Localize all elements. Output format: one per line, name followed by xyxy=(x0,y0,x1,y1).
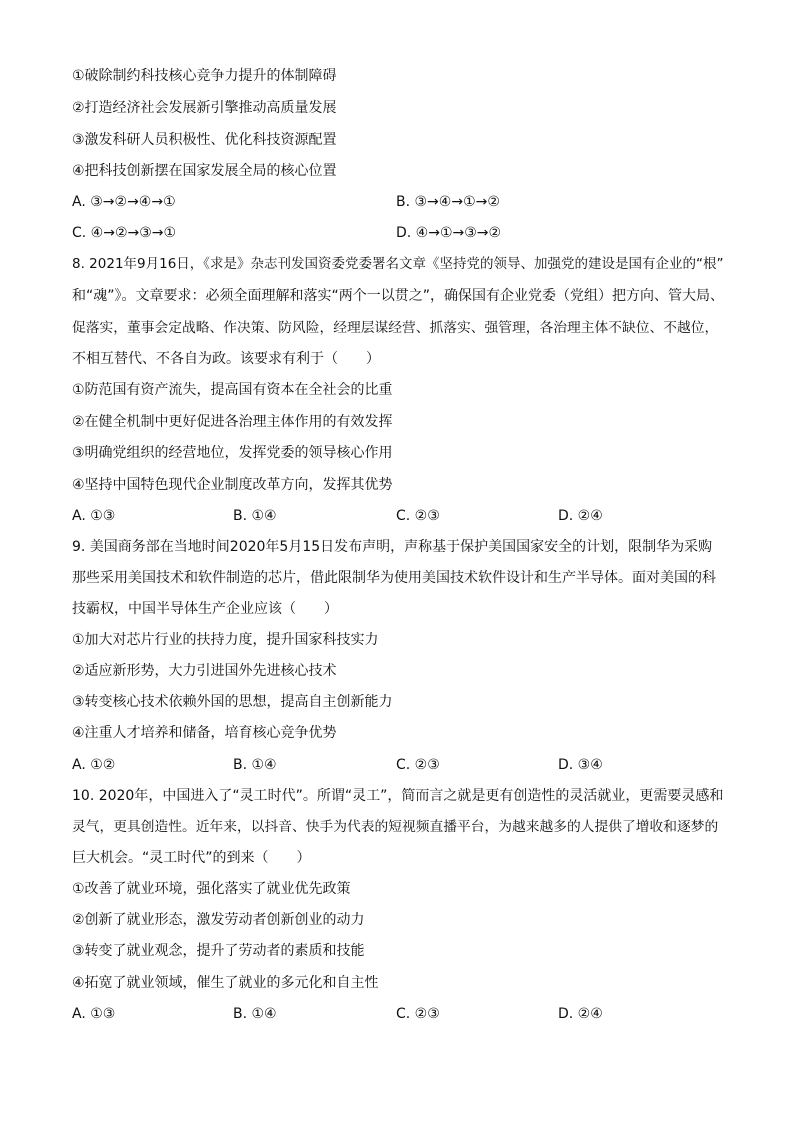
q7-option-d: D. ④→①→③→② xyxy=(396,225,502,241)
q9-item-3: ③转变核心技术依赖外国的思想，提高自主创新能力 xyxy=(72,694,393,710)
q10-option-c: C. ②③ xyxy=(396,1006,440,1022)
q10-item-4: ④拓宽了就业领域，催生了就业的多元化和自主性 xyxy=(72,975,379,991)
q8-stem-line-4: 不相互替代、不各自为政。该要求有利于（ ） xyxy=(72,351,380,367)
q10-stem-line-3: 巨大机会。“灵工时代”的到来（ ） xyxy=(72,850,311,866)
q9-option-d: D. ③④ xyxy=(558,757,603,773)
q8-option-d: D. ②④ xyxy=(558,508,603,524)
q7-item-2: ②打造经济社会发展新引擎推动高质量发展 xyxy=(72,100,337,116)
q7-option-c: C. ④→②→③→① xyxy=(72,225,177,241)
q8-option-c: C. ②③ xyxy=(396,508,440,524)
q8-item-4: ④坚持中国特色现代企业制度改革方向，发挥其优势 xyxy=(72,477,393,493)
q7-item-4: ④把科技创新摆在国家发展全局的核心位置 xyxy=(72,163,337,179)
q7-options-row-2 xyxy=(72,223,728,243)
q9-item-4: ④注重人才培养和储备，培育核心竞争优势 xyxy=(72,725,337,741)
q9-option-a: A. ①② xyxy=(72,757,116,773)
q10-option-b: B. ①④ xyxy=(233,1006,277,1022)
q10-options-row xyxy=(72,1004,728,1024)
q9-option-c: C. ②③ xyxy=(396,757,440,773)
q9-item-2: ②适应新形势，大力引进国外先进核心技术 xyxy=(72,663,337,679)
q7-option-a: A. ③→②→④→① xyxy=(72,194,176,210)
q10-item-2: ②创新了就业形态，激发劳动者创新创业的动力 xyxy=(72,912,365,928)
q9-option-b: B. ①④ xyxy=(233,757,277,773)
q10-stem-line-2: 灵气，更具创造性。近年来，以抖音、快手为代表的短视频直播平台，为越来越多的人提供了增收和逐梦的 xyxy=(72,819,719,835)
q8-item-1: ①防范国有资产流失，提高国有资本在全社会的比重 xyxy=(72,382,393,398)
q7-options-row-1 xyxy=(72,192,728,212)
q7-option-b: B. ③→④→①→② xyxy=(396,194,500,210)
q7-item-3: ③激发科研人员积极性、优化科技资源配置 xyxy=(72,132,337,148)
q8-stem-line-3: 促落实，董事会定战略、作决策、防风险，经理层谋经营、抓落实、强管理，各治理主体不缺位、不越位， xyxy=(72,320,719,336)
q9-options-row xyxy=(72,755,728,775)
q9-item-1: ①加大对芯片行业的扶持力度，提升国家科技实力 xyxy=(72,632,379,648)
q8-stem-line-1: 8. 2021年9月16日，《求是》杂志刊发国资委党委署名文章《坚持党的领导、加强党的建设是国有企业的“根” xyxy=(72,256,724,272)
q9-stem-line-1: 9. 美国商务部在当地时间2020年5月15日发布声明，声称基于保护美国国家安全的计划，限制华为采购 xyxy=(72,539,713,555)
q9-stem-line-2: 那些采用美国技术和软件制造的芯片，借此限制华为使用美国技术软件设计和生产半导体。面对美国的科 xyxy=(72,570,716,586)
q10-option-d: D. ②④ xyxy=(558,1006,603,1022)
q10-option-a: A. ①③ xyxy=(72,1006,116,1022)
q8-item-3: ③明确党组织的经营地位，发挥党委的领导核心作用 xyxy=(72,445,393,461)
q9-stem-line-3: 技霸权，中国半导体生产企业应该（ ） xyxy=(72,601,338,617)
q8-option-b: B. ①④ xyxy=(233,508,277,524)
q7-item-1: ①破除制约科技核心竞争力提升的体制障碍 xyxy=(72,68,337,84)
q10-item-1: ①改善了就业环境，强化落实了就业优先政策 xyxy=(72,881,351,897)
q8-stem-line-2: 和“魂”》。文章要求：必须全面理解和落实“两个一以贯之”，确保国有企业党委（党组）把方向、管大局、 xyxy=(72,288,725,304)
q8-item-2: ②在健全机制中更好促进各治理主体作用的有效发挥 xyxy=(72,414,393,430)
q8-option-a: A. ①③ xyxy=(72,508,116,524)
q10-item-3: ③转变了就业观念，提升了劳动者的素质和技能 xyxy=(72,943,365,959)
q8-options-row xyxy=(72,506,728,526)
q10-stem-line-1: 10. 2020年，中国进入了“灵工时代”。所谓“灵工”，简而言之就是更有创造性的灵活就业，更需要灵感和 xyxy=(72,788,724,804)
